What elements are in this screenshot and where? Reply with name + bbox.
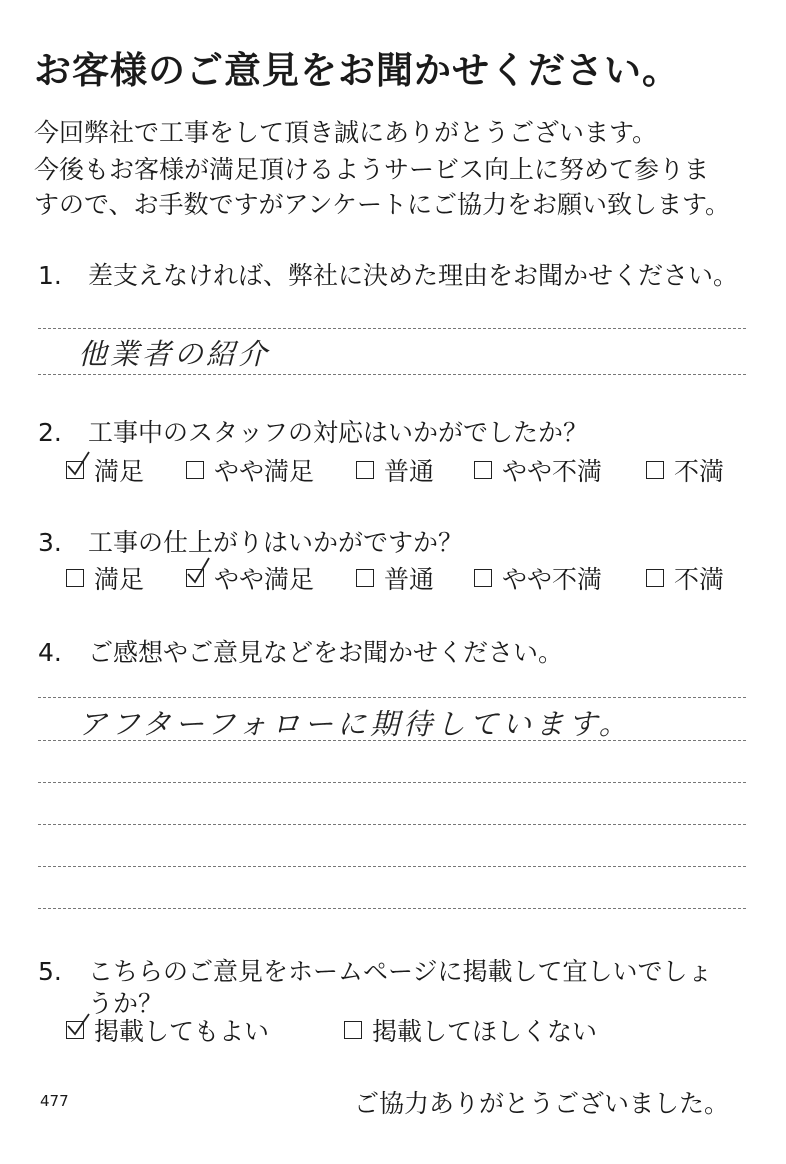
question-3-text: 工事の仕上がりはいかがですか？ [88, 528, 464, 557]
checkbox[interactable] [646, 461, 664, 479]
q2-option-satisfied[interactable] [66, 452, 144, 488]
answer-line [38, 697, 746, 698]
question-2-text: 工事中のスタッフの対応はいかがでしたか？ [88, 418, 589, 447]
question-2 [38, 413, 588, 449]
question-2-options [0, 453, 786, 487]
q5-option-disallow[interactable] [344, 1012, 597, 1048]
question-4-text: ご感想やご意見などをお聞かせください。 [88, 638, 564, 667]
option-label: 満足 [94, 565, 145, 594]
answer-line [38, 782, 746, 783]
intro-line-1: 今回弊社で工事をして頂き誠にありがとうございます。 [34, 118, 658, 147]
question-3-number: 3. [38, 528, 62, 557]
q2-option-somewhat-dissatisfied[interactable] [474, 452, 602, 488]
answer-line [38, 824, 746, 825]
question-5-text-continued: うか？ [88, 989, 164, 1018]
option-label: 不満 [674, 565, 725, 594]
option-label: 掲載してもよい [94, 1017, 270, 1046]
q3-option-neutral[interactable] [356, 560, 434, 596]
checkbox[interactable] [646, 569, 664, 587]
question-1-text: 差支えなければ、弊社に決めた理由をお聞かせください。 [88, 261, 739, 290]
option-label: 普通 [384, 565, 435, 594]
page-title: お客様のご意見をお聞かせください。 [34, 49, 680, 92]
option-label: 満足 [94, 457, 145, 486]
option-label: やや不満 [502, 457, 603, 486]
checkbox[interactable] [66, 1021, 84, 1039]
question-5-options [0, 1013, 786, 1047]
checkbox[interactable] [474, 569, 492, 587]
question-4 [38, 633, 563, 669]
thanks-message: ご協力ありがとうございました。 [354, 1089, 730, 1118]
checkbox[interactable] [66, 461, 84, 479]
option-label: やや不満 [502, 565, 603, 594]
question-5-text: こちらのご意見をホームページに掲載して宜しいでしょ [88, 957, 713, 986]
answer-line [38, 866, 746, 867]
check-mark-icon [65, 450, 93, 480]
q3-option-somewhat-dissatisfied[interactable] [474, 560, 602, 596]
q3-option-dissatisfied[interactable] [646, 560, 724, 596]
question-4-answer[interactable]: アフターフォローに期待しています。 [78, 707, 632, 741]
q2-option-somewhat-satisfied[interactable] [186, 452, 314, 488]
checkbox[interactable] [186, 569, 204, 587]
option-label: 掲載してほしくない [372, 1017, 598, 1046]
question-3 [38, 523, 463, 559]
question-5 [38, 952, 713, 988]
answer-line [38, 908, 746, 909]
q3-option-satisfied[interactable] [66, 560, 144, 596]
checkbox[interactable] [186, 461, 204, 479]
q5-option-allow[interactable] [66, 1012, 269, 1048]
checkbox[interactable] [356, 461, 374, 479]
question-3-options [0, 561, 786, 595]
question-2-number: 2. [38, 418, 62, 447]
question-1 [38, 256, 738, 292]
option-label: 不満 [674, 457, 725, 486]
q2-option-neutral[interactable] [356, 452, 434, 488]
question-1-answer[interactable]: 他業者の紹介 [78, 337, 271, 371]
intro-line-2: 今後もお客様が満足頂けるようサービス向上に努めて参りま [34, 155, 710, 184]
check-mark-icon [185, 558, 213, 588]
checkbox[interactable] [474, 461, 492, 479]
checkbox[interactable] [356, 569, 374, 587]
intro-line-3: すので、お手数ですがアンケートにご協力をお願い致します。 [34, 190, 731, 219]
answer-line [38, 374, 746, 375]
answer-line [38, 740, 746, 741]
check-mark-icon [65, 1010, 93, 1040]
question-4-number: 4. [38, 638, 62, 667]
page-number: 477 [40, 1092, 69, 1110]
question-1-number: 1. [38, 261, 62, 290]
option-label: 普通 [384, 457, 435, 486]
option-label: やや満足 [214, 457, 315, 486]
q2-option-dissatisfied[interactable] [646, 452, 724, 488]
question-5-number: 5. [38, 957, 62, 986]
checkbox[interactable] [66, 569, 84, 587]
option-label: やや満足 [214, 565, 315, 594]
q3-option-somewhat-satisfied[interactable] [186, 560, 314, 596]
checkbox[interactable] [344, 1021, 362, 1039]
answer-line [38, 328, 746, 329]
